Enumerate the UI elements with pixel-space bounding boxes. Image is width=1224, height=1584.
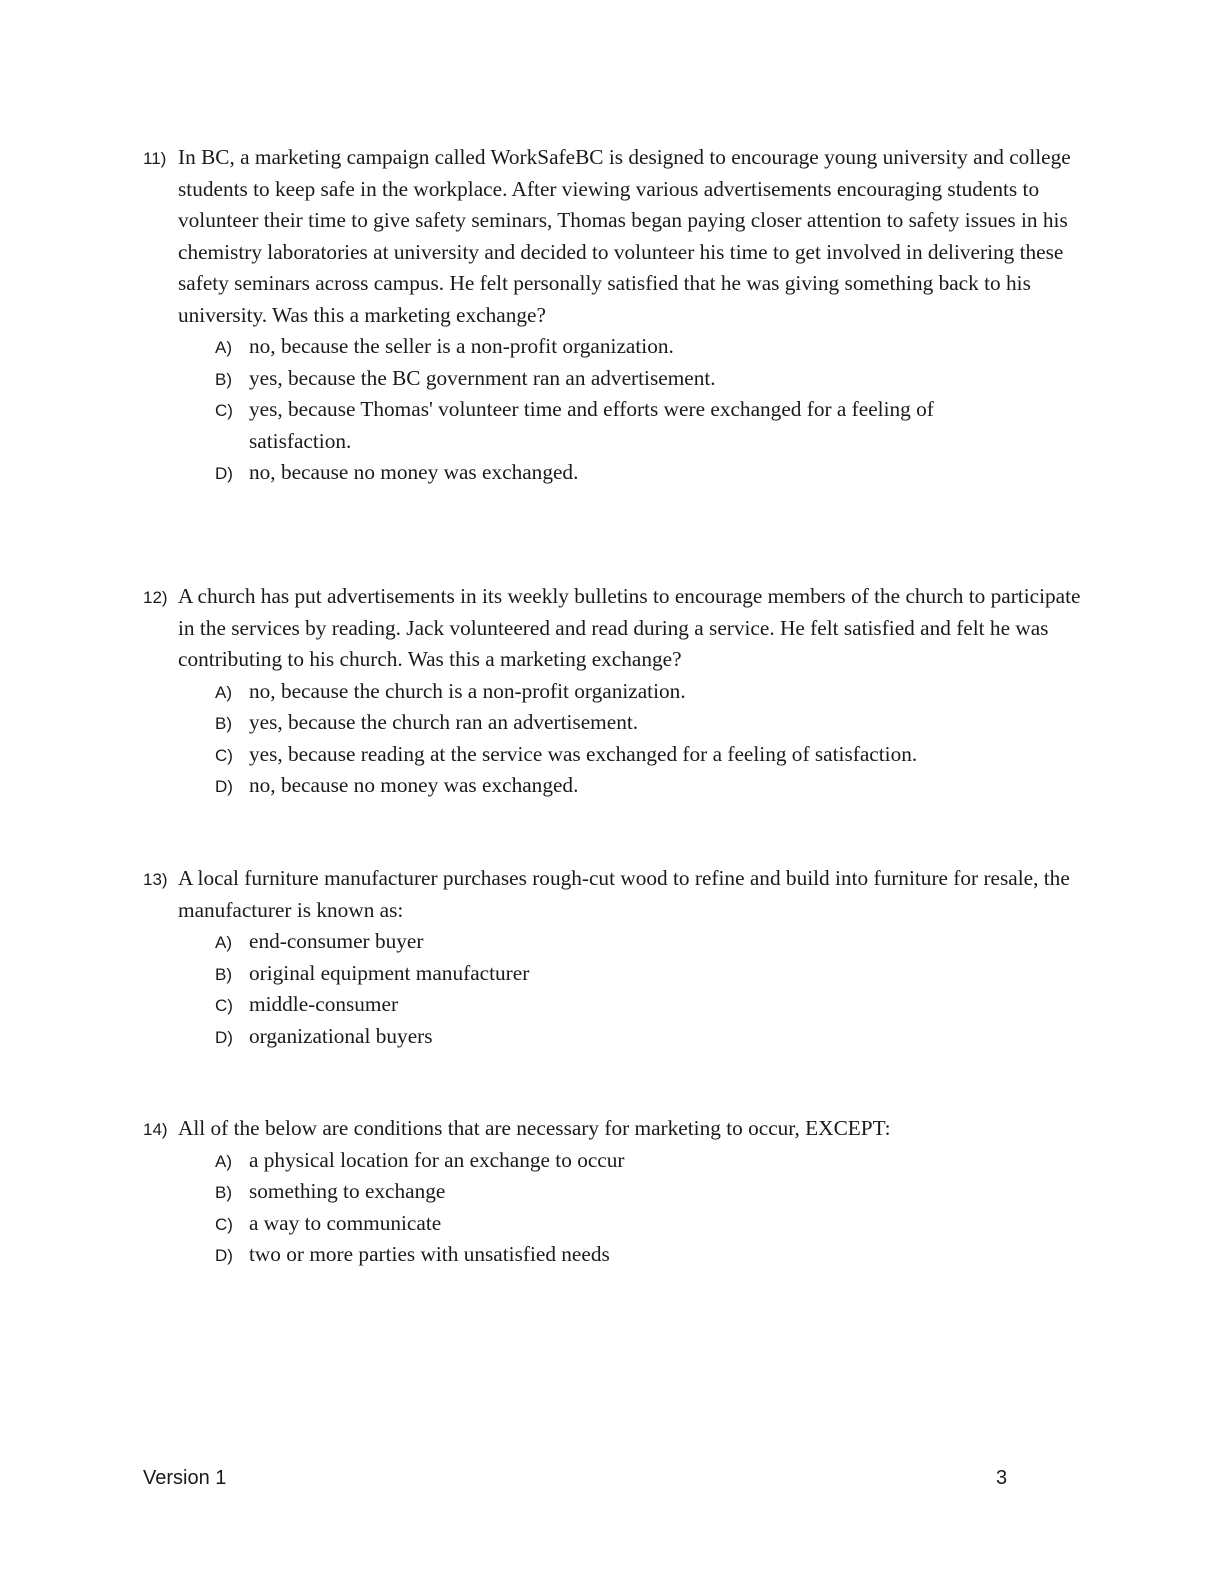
answer-option-c [143,989,1029,1021]
question-text: All of the below are conditions that are necessary for marketing to occur, EXCEPT: [178,1116,891,1140]
option-letter: C) [215,996,233,1015]
option-text: a physical location for an exchange to occur [249,1147,625,1172]
option-text: end-consumer buyer [249,929,424,953]
option-text: yes, because the church ran an advertisement. [249,710,639,734]
question-number: 13) [143,870,168,889]
question-12 [143,581,1083,802]
option-letter: C) [215,1214,233,1234]
option-letter: A) [215,338,232,357]
option-letter: D) [215,777,233,796]
answer-option-b [143,1176,1029,1208]
question-number: 14) [143,1120,168,1139]
option-text: yes, because Thomas' volunteer time and efforts were exchanged for a feeling of satisfaction. [249,397,934,453]
option-text: yes, because reading at the service was exchanged for a feeling of satisfaction. [249,741,918,766]
answer-option-b [143,707,1029,739]
answer-option-c [143,739,1029,771]
question-number: 11) [143,149,167,168]
option-letter: B) [215,369,232,389]
answer-option-d [143,457,1029,489]
question-stem [143,581,1083,676]
answer-option-d [143,1239,1029,1271]
answer-options [143,926,1083,1052]
option-text: middle-consumer [249,992,399,1016]
option-text: no, because no money was exchanged. [249,460,579,484]
option-letter: A) [215,682,232,702]
answer-options [143,1145,1083,1271]
answer-option-b [143,958,1029,990]
question-14 [143,1113,1083,1271]
answer-option-a [143,1145,1029,1177]
question-text: A church has put advertisements in its weekly bulletins to encourage members of the church to participate in the services by reading. Jack volunteered and read during a service. He felt satisfied and felt he was contributing to his church. Was this a marketing exchange? [178,584,1081,671]
option-letter: B) [215,1183,232,1202]
option-text: no, because the church is a non-profit organization. [249,678,686,703]
option-text: no, because the seller is a non-profit organization. [249,334,674,358]
option-text: two or more parties with unsatisfied needs [249,1242,610,1266]
option-text: something to exchange [249,1179,446,1203]
question-stem [143,142,1083,331]
option-text: a way to communicate [249,1210,442,1235]
answer-option-a [143,676,1029,708]
option-letter: A) [215,933,232,952]
question-13 [143,863,1083,1052]
option-letter: A) [215,1151,232,1171]
option-text: yes, because the BC government ran an advertisement. [249,365,716,390]
question-stem [143,863,1083,926]
option-letter: D) [215,464,233,483]
footer-version: Version 1 [143,1467,227,1489]
option-text: no, because no money was exchanged. [249,773,579,797]
question-stem [143,1113,1083,1145]
option-letter: B) [215,714,232,733]
answer-option-d [143,1021,1029,1053]
option-letter: D) [215,1027,233,1047]
option-text: original equipment manufacturer [249,960,530,985]
answer-options [143,676,1083,802]
answer-option-c [143,394,1029,457]
option-letter: C) [215,401,233,420]
answer-option-b [143,363,1029,395]
option-letter: C) [215,745,233,765]
question-text: In BC, a marketing campaign called WorkSafeBC is designed to encourage young university and college students to keep safe in the workplace. After viewing various advertisements encouraging students to volunteer their time to give safety seminars, Thomas began paying closer attention to safety issues in his chemistry laboratories at university and decided to volunteer his time to get involved in delivering these safety seminars across campus. He felt personally satisfied that he was giving something back to his university. Was this a marketing exchange? [178,145,1071,327]
option-letter: B) [215,964,232,984]
question-text: A local furniture manufacturer purchases rough-cut wood to refine and build into furniture for resale, the manufacturer is known as: [178,866,1070,922]
answer-option-a [143,331,1029,363]
question-11 [143,142,1083,489]
answer-option-a [143,926,1029,958]
option-text: organizational buyers [249,1023,433,1048]
answer-option-c [143,1208,1029,1240]
option-letter: D) [215,1246,233,1265]
footer-page-number: 3 [996,1467,1008,1489]
answer-option-d [143,770,1029,802]
question-number: 12) [143,588,168,607]
answer-options [143,331,1083,489]
